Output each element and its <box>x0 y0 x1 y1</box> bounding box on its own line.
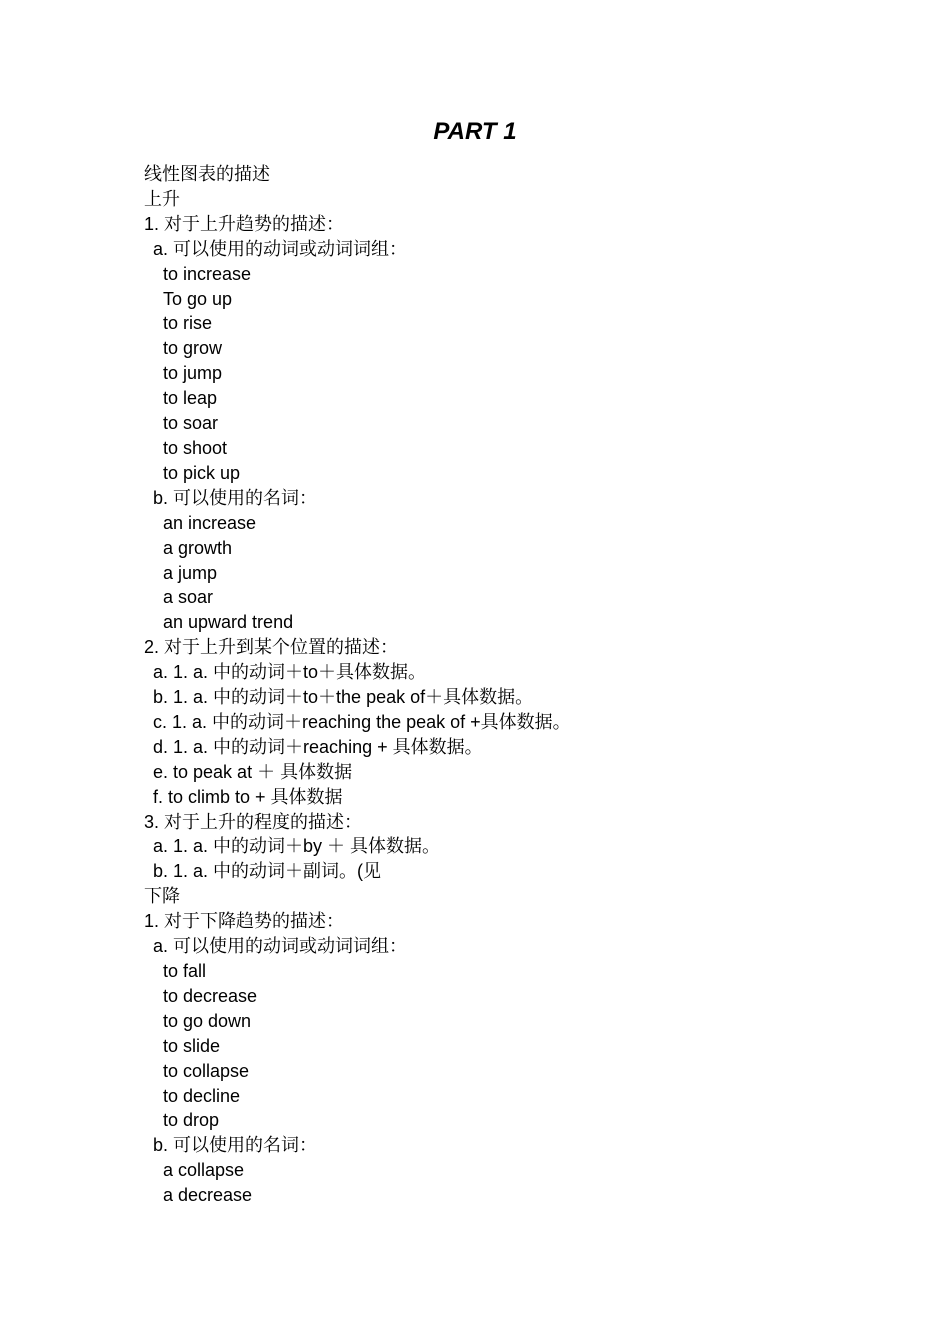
document-line: a. 1. a. 中的动词＋by ＋ 具体数据。 <box>153 836 441 857</box>
document-line: 上升 <box>144 188 180 209</box>
document-line: d. 1. a. 中的动词＋reaching + 具体数据。 <box>153 736 483 757</box>
document-line: to decline <box>163 1085 241 1106</box>
document-body <box>144 162 904 1208</box>
document-line: e. to peak at ＋ 具体数据 <box>153 761 353 782</box>
document-line: To go up <box>163 288 233 309</box>
document-line: c. 1. a. 中的动词＋reaching the peak of +具体数据。 <box>153 711 571 732</box>
document-line: to soar <box>163 413 219 434</box>
document-line: a growth <box>163 537 233 558</box>
document-line: b. 1. a. 中的动词＋to＋the peak of＋具体数据。 <box>153 687 534 708</box>
document-line: to pick up <box>163 462 241 483</box>
document-line: to decrease <box>163 985 258 1006</box>
document-line: to fall <box>163 961 207 981</box>
document-line: a soar <box>163 587 214 608</box>
document-line: 2. 对于上升到某个位置的描述： <box>144 637 399 658</box>
document-line: 线性图表的描述 <box>144 164 270 184</box>
document-line: to collapse <box>163 1060 250 1081</box>
document-line: a. 1. a. 中的动词＋to＋具体数据。 <box>153 662 427 683</box>
document-line: an increase <box>163 512 257 533</box>
document-line: b. 可以使用的名词： <box>153 1135 318 1156</box>
document-line: 3. 对于上升的程度的描述： <box>144 811 363 832</box>
document-line: a decrease <box>163 1185 253 1206</box>
document-line: an upward trend <box>163 612 294 633</box>
document-line: b. 1. a. 中的动词＋副词。(见 <box>153 861 382 882</box>
document-line: to jump <box>163 363 223 384</box>
page-title: PART 1 <box>433 118 517 145</box>
document-line: 1. 对于上升趋势的描述： <box>144 213 345 234</box>
document-line: to rise <box>163 313 213 334</box>
document-line: a jump <box>163 562 218 583</box>
document-line: to drop <box>163 1110 220 1131</box>
document-line: b. 可以使用的名词： <box>153 487 318 508</box>
document-line: to increase <box>163 263 252 284</box>
document-line: to slide <box>163 1035 221 1056</box>
document-line: a. 可以使用的动词或动词词组： <box>153 238 408 259</box>
document-line: 1. 对于下降趋势的描述： <box>144 911 345 932</box>
document-line: f. to climb to + 具体数据 <box>153 786 343 807</box>
document-line: 下降 <box>144 886 180 907</box>
document-line: a. 可以使用的动词或动词词组： <box>153 936 408 957</box>
document-line: to grow <box>163 338 223 359</box>
document-line: to leap <box>163 388 218 409</box>
document-line: to go down <box>163 1010 252 1031</box>
document-line: a collapse <box>163 1160 245 1181</box>
document-line: to shoot <box>163 437 228 458</box>
